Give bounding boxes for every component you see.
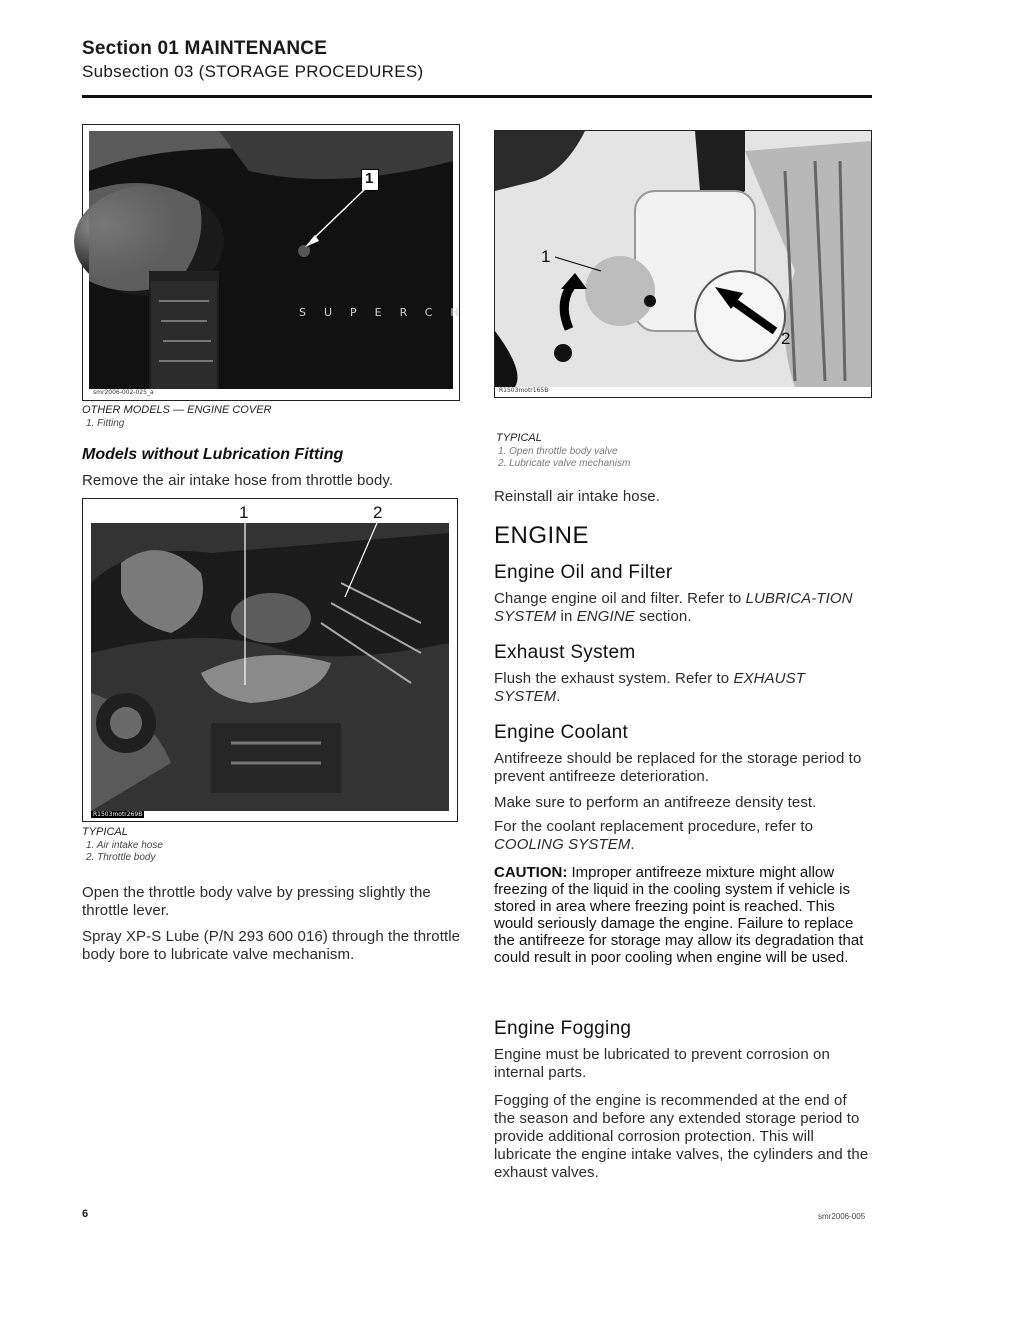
paragraph-fogging-1: Engine must be lubricated to prevent corrosion on internal parts.	[494, 1046, 830, 1081]
paragraph-oil	[494, 590, 872, 626]
heading-engine-fogging: Engine Fogging	[494, 1018, 632, 1039]
paragraph-coolant-1: Antifreeze should be replaced for the storage period to prevent antifreeze deterioration.	[494, 750, 862, 785]
coolant-ref: COOLING SYSTEM	[494, 836, 631, 853]
caution-label: CAUTION:	[494, 864, 568, 881]
subsection-title: Subsection 03 (STORAGE PROCEDURES)	[82, 62, 424, 81]
paragraph-exhaust	[494, 670, 872, 706]
caption-item: 1. Open throttle body valve	[498, 446, 618, 457]
caption-item: 1. Fitting	[86, 418, 125, 429]
callout-number-1: 1	[541, 247, 551, 266]
figure-engine-cover	[82, 124, 477, 401]
callout-number-1: 1	[239, 503, 249, 522]
page-number: 6	[82, 1208, 89, 1220]
callout-number-2: 2	[781, 329, 791, 348]
paragraph-coolant-2: Make sure to perform an antifreeze density test.	[494, 794, 817, 811]
exhaust-text-b: .	[556, 688, 561, 705]
subheading-no-lubrication-fitting: Models without Lubrication Fitting	[82, 446, 344, 463]
caption-item: 2. Lubricate valve mechanism	[498, 458, 631, 469]
paragraph-coolant-3	[494, 818, 872, 854]
callout-leader-lines	[495, 131, 871, 387]
caution-text: Improper antifreeze mixture might allow freezing of the liquid in the cooling system if vehicle is stored in area where freezing point is reached. This would seriously damage the engine. Failure to replace the antifreeze for storage may allow its degradation that could result in poor cooling when engine will be used.	[494, 864, 864, 966]
paragraph-spray-lube: Spray XP-S Lube (P/N 293 600 016) through the throttle body bore to lubricate valve mechanism.	[82, 928, 461, 963]
exhaust-text-a: Flush the exhaust system. Refer to	[494, 670, 734, 687]
document-code: smr2006-005	[818, 1212, 866, 1221]
paragraph-remove-hose: Remove the air intake hose from throttle body.	[82, 472, 394, 489]
figure-id-code: R1503motr269B	[93, 811, 143, 818]
caption-title: TYPICAL	[82, 826, 128, 838]
coolant-text-b: .	[630, 836, 635, 853]
svg-text:SUPERCH: SUPERCH	[299, 306, 477, 319]
exhaust-ref: EXHAUST SYSTEM	[494, 670, 805, 705]
paragraph-open-valve: Open the throttle body valve by pressing slightly the throttle lever.	[82, 884, 431, 919]
figure-throttle-body	[494, 130, 872, 398]
oil-text-c: section.	[634, 608, 692, 625]
paragraph-reinstall-hose: Reinstall air intake hose.	[494, 488, 661, 505]
heading-engine-oil-filter: Engine Oil and Filter	[494, 562, 673, 583]
heading-engine-coolant: Engine Coolant	[494, 722, 629, 743]
figure-id-code: R1503motr165B	[499, 387, 549, 394]
caption-item: 1. Air intake hose	[86, 840, 163, 851]
paragraph-fogging-2: Fogging of the engine is recommended at the end of the season and before any extended storage period to provide additional corrosion protection. This will lubricate the engine intake valves, the cylinders and the exhaust valves.	[494, 1092, 869, 1181]
section-title: Section 01 MAINTENANCE	[82, 38, 328, 59]
caption-title: TYPICAL	[496, 432, 542, 444]
callout-number-1: 1	[365, 170, 374, 187]
coolant-text-a: For the coolant replacement procedure, refer to	[494, 818, 814, 835]
callout-leader-lines	[83, 499, 457, 821]
caution-notice	[494, 864, 872, 966]
callout-number-2: 2	[373, 503, 383, 522]
header-rule	[82, 95, 872, 98]
caption-title: OTHER MODELS — ENGINE COVER	[82, 404, 272, 416]
oil-ref-engine: ENGINE	[576, 608, 635, 625]
heading-exhaust-system: Exhaust System	[494, 642, 636, 663]
oil-text-b: in	[556, 608, 577, 625]
oil-text-a: Change engine oil and filter. Refer to	[494, 590, 746, 607]
caption-item: 2. Throttle body	[86, 852, 156, 863]
engine-cover-photo	[89, 131, 477, 389]
oil-ref-lubrication: LUBRICA-TION SYSTEM	[494, 590, 853, 625]
heading-engine: ENGINE	[494, 522, 590, 549]
figure-engine-air-intake	[82, 498, 458, 822]
callout-arrow	[293, 185, 373, 255]
engine-cover-illustration	[89, 131, 477, 389]
figure-id-code: smr2006-002-025_a	[93, 389, 154, 396]
